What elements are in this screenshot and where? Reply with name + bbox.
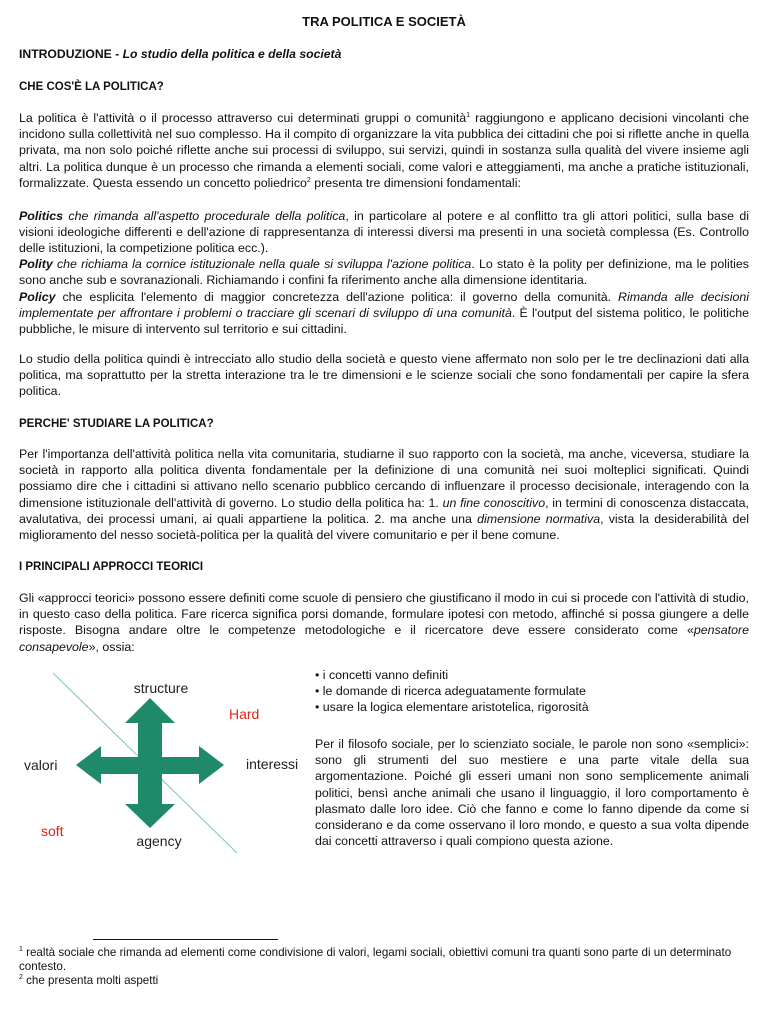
label-valori: valori	[24, 757, 58, 773]
paragraph	[19, 590, 749, 655]
list-item: • i concetti vanno definiti	[315, 668, 449, 682]
text-run: un fine conoscitivo	[442, 495, 546, 510]
intro-heading	[19, 47, 341, 61]
paragraph	[19, 110, 749, 191]
text-run: raggiungono e applicano decisioni vincolanti che incidono sulla collettività nel suo complesso. Ha il compito di organizzare la vita pubblica dei cittadini che poi si riflette anche in quella privata, ma non solo poiché riflette anche sui processi di sviluppo, sui servizi, quindi in sostanza sulla qualità del vivere insieme agli altri. La politica dunque è un processo che rimanda a elementi sociali, come valori e atteggiamenti, ma anche a pratiche istituzionali, formalizzate. Questa essendo un concetto poliedrico	[19, 111, 750, 190]
approaches-diagram	[19, 670, 305, 856]
text-run: La politica è l'attività o il processo attraverso cui determinati gruppi o comunità	[19, 111, 467, 125]
polity-paragraph	[19, 256, 749, 288]
term-politics: Politics	[19, 209, 64, 223]
paragraph: Lo studio della politica quindi è intrecciato allo studio della società e questo viene affermato non solo per le tre declinazioni dati alla politica, ma soprattutto per la stretta interazione tra le tre dimensioni e le scienze sociali che sono fondamentali per capire la sfera politica.	[19, 352, 749, 399]
intro-label: INTRODUZIONE -	[19, 47, 123, 61]
intro-subtitle: Lo studio della politica e della società	[122, 47, 342, 61]
footnote-ref: 1	[466, 111, 471, 119]
label-structure: structure	[133, 680, 189, 696]
text-run: Gli «approcci teorici» possono essere definiti come scuole di pensiero che giustificano il modo in cui si procede con l'attività di studio, in questo caso della politica. Fare ricerca significa porsi domande, formulare ipotesi con metodo, affinché si possa giungere a delle risposte. Bisogna andare oltre le competenze metodologiche e il ricercatore deve essere considerato come «	[19, 591, 749, 638]
paragraph	[19, 446, 749, 543]
text-run: », ossia:	[88, 639, 135, 654]
text-run: che rimanda all'aspetto procedurale della politica	[63, 209, 346, 223]
list-item: • le domande di ricerca adeguatamente formulate	[315, 684, 586, 699]
label-hard: Hard	[229, 706, 260, 722]
text-run: pensatore consapevole	[19, 623, 749, 654]
text-run: che esplicita l'elemento di maggior concretezza dell'azione politica: il governo della comunità.	[55, 290, 619, 304]
footnote-number: 1	[19, 946, 23, 954]
footnote-number: 2	[19, 974, 23, 982]
list-item: • usare la logica elementare aristotelica, rigorosità	[315, 700, 589, 715]
policy-paragraph	[19, 289, 749, 338]
label-agency: agency	[136, 833, 182, 849]
page-title: TRA POLITICA E SOCIETÀ	[302, 14, 466, 29]
text-run: presenta tre dimensioni fondamentali:	[310, 175, 521, 190]
footnote-1	[19, 946, 749, 973]
text-run: che richiama la cornice istituzionale nella quale si sviluppa l'azione politica	[52, 257, 472, 271]
text-run: . Lo stato è la polity per definizione, ma le polities sono anche sub e sovranazionali. Richiamando i confini fa riferimento anche alla dimensione identitaria.	[19, 257, 749, 288]
text-run: dimensione normativa	[477, 511, 601, 526]
label-interessi: interessi	[246, 756, 299, 772]
text-run: , in termini di conoscenza distaccata, avalutativa, dei processi umani, ai quali appartiene la politica. 2. ma anche una	[19, 495, 749, 526]
term-polity: Polity	[19, 257, 53, 271]
label-soft: soft	[41, 823, 64, 839]
section-heading: CHE COS'È LA POLITICA?	[19, 81, 164, 93]
section-heading: PERCHE' STUDIARE LA POLITICA?	[19, 418, 214, 430]
text-run: , vista la desiderabilità del miglioramento del nesso società-politica per la qualità del vivere comunitario e per il bene comune.	[19, 511, 749, 543]
footnote-2	[19, 974, 749, 988]
politics-paragraph	[19, 208, 749, 257]
section-heading: I PRINCIPALI APPROCCI TEORICI	[19, 561, 204, 573]
text-run: Rimanda alle decisioni implementate per affrontare i problemi o tracciare gli scenari di sviluppo di una comunità	[19, 290, 749, 321]
footnote-text: realtà sociale che rimanda ad elementi come condivisione di valori, legami sociali, obiettivi comuni tra quanti sono parte di un determinato contesto.	[19, 946, 732, 973]
footnote-separator	[93, 939, 278, 940]
footnote-ref: 2	[306, 176, 311, 184]
text-run: Per l'importanza dell'attività politica nella vita comunitaria, studiarne il suo rapporto con la società, ma anche, viceversa, studiare la società in rapporto alla politica diventa fondamentale per la definizione di una comunità nei suoi molteplici significati. Quindi possiamo dire che i cittadini si attivano nello scenario pubblico cercando di influenzare il processo decisionale, interagendo con la dimensione istituzionale dell'attività di governo. Lo studio della politica ha: 1.	[19, 447, 749, 510]
bullet-list	[315, 667, 751, 716]
paragraph: Per il filosofo sociale, per lo scienziato sociale, le parole non sono «semplici»: sono gli strumenti del suo mestiere e una parte vitale della sua argomentazione. Poiché gli esseri umani non sono semplicemente animali politici, bensì anche animali che usano il linguaggio, il loro comportamento è plasmato dalle loro idee. Ciò che fanno e come lo fanno dipende da come si considerano e da come osservano il loro mondo, e questo a sua volta dipende dai concetti attraverso i quali compiono questa azione.	[315, 737, 749, 849]
term-policy: Policy	[19, 290, 56, 304]
footnote-text: che presenta molti aspetti	[22, 974, 159, 987]
text-run: , in particolare al potere e al conflitto tra gli attori politici, sulla base di visioni ideologiche differenti e dell'azione di rappresentanza di interessi diversi ma presenti in una società complessa (Es. Controllo delle istituzioni, la competizione politica ecc.).	[19, 209, 749, 256]
text-run: . È l'output del sistema politico, le politiche pubbliche, le misure di intervento sul territorio e sui cittadini.	[19, 306, 749, 337]
